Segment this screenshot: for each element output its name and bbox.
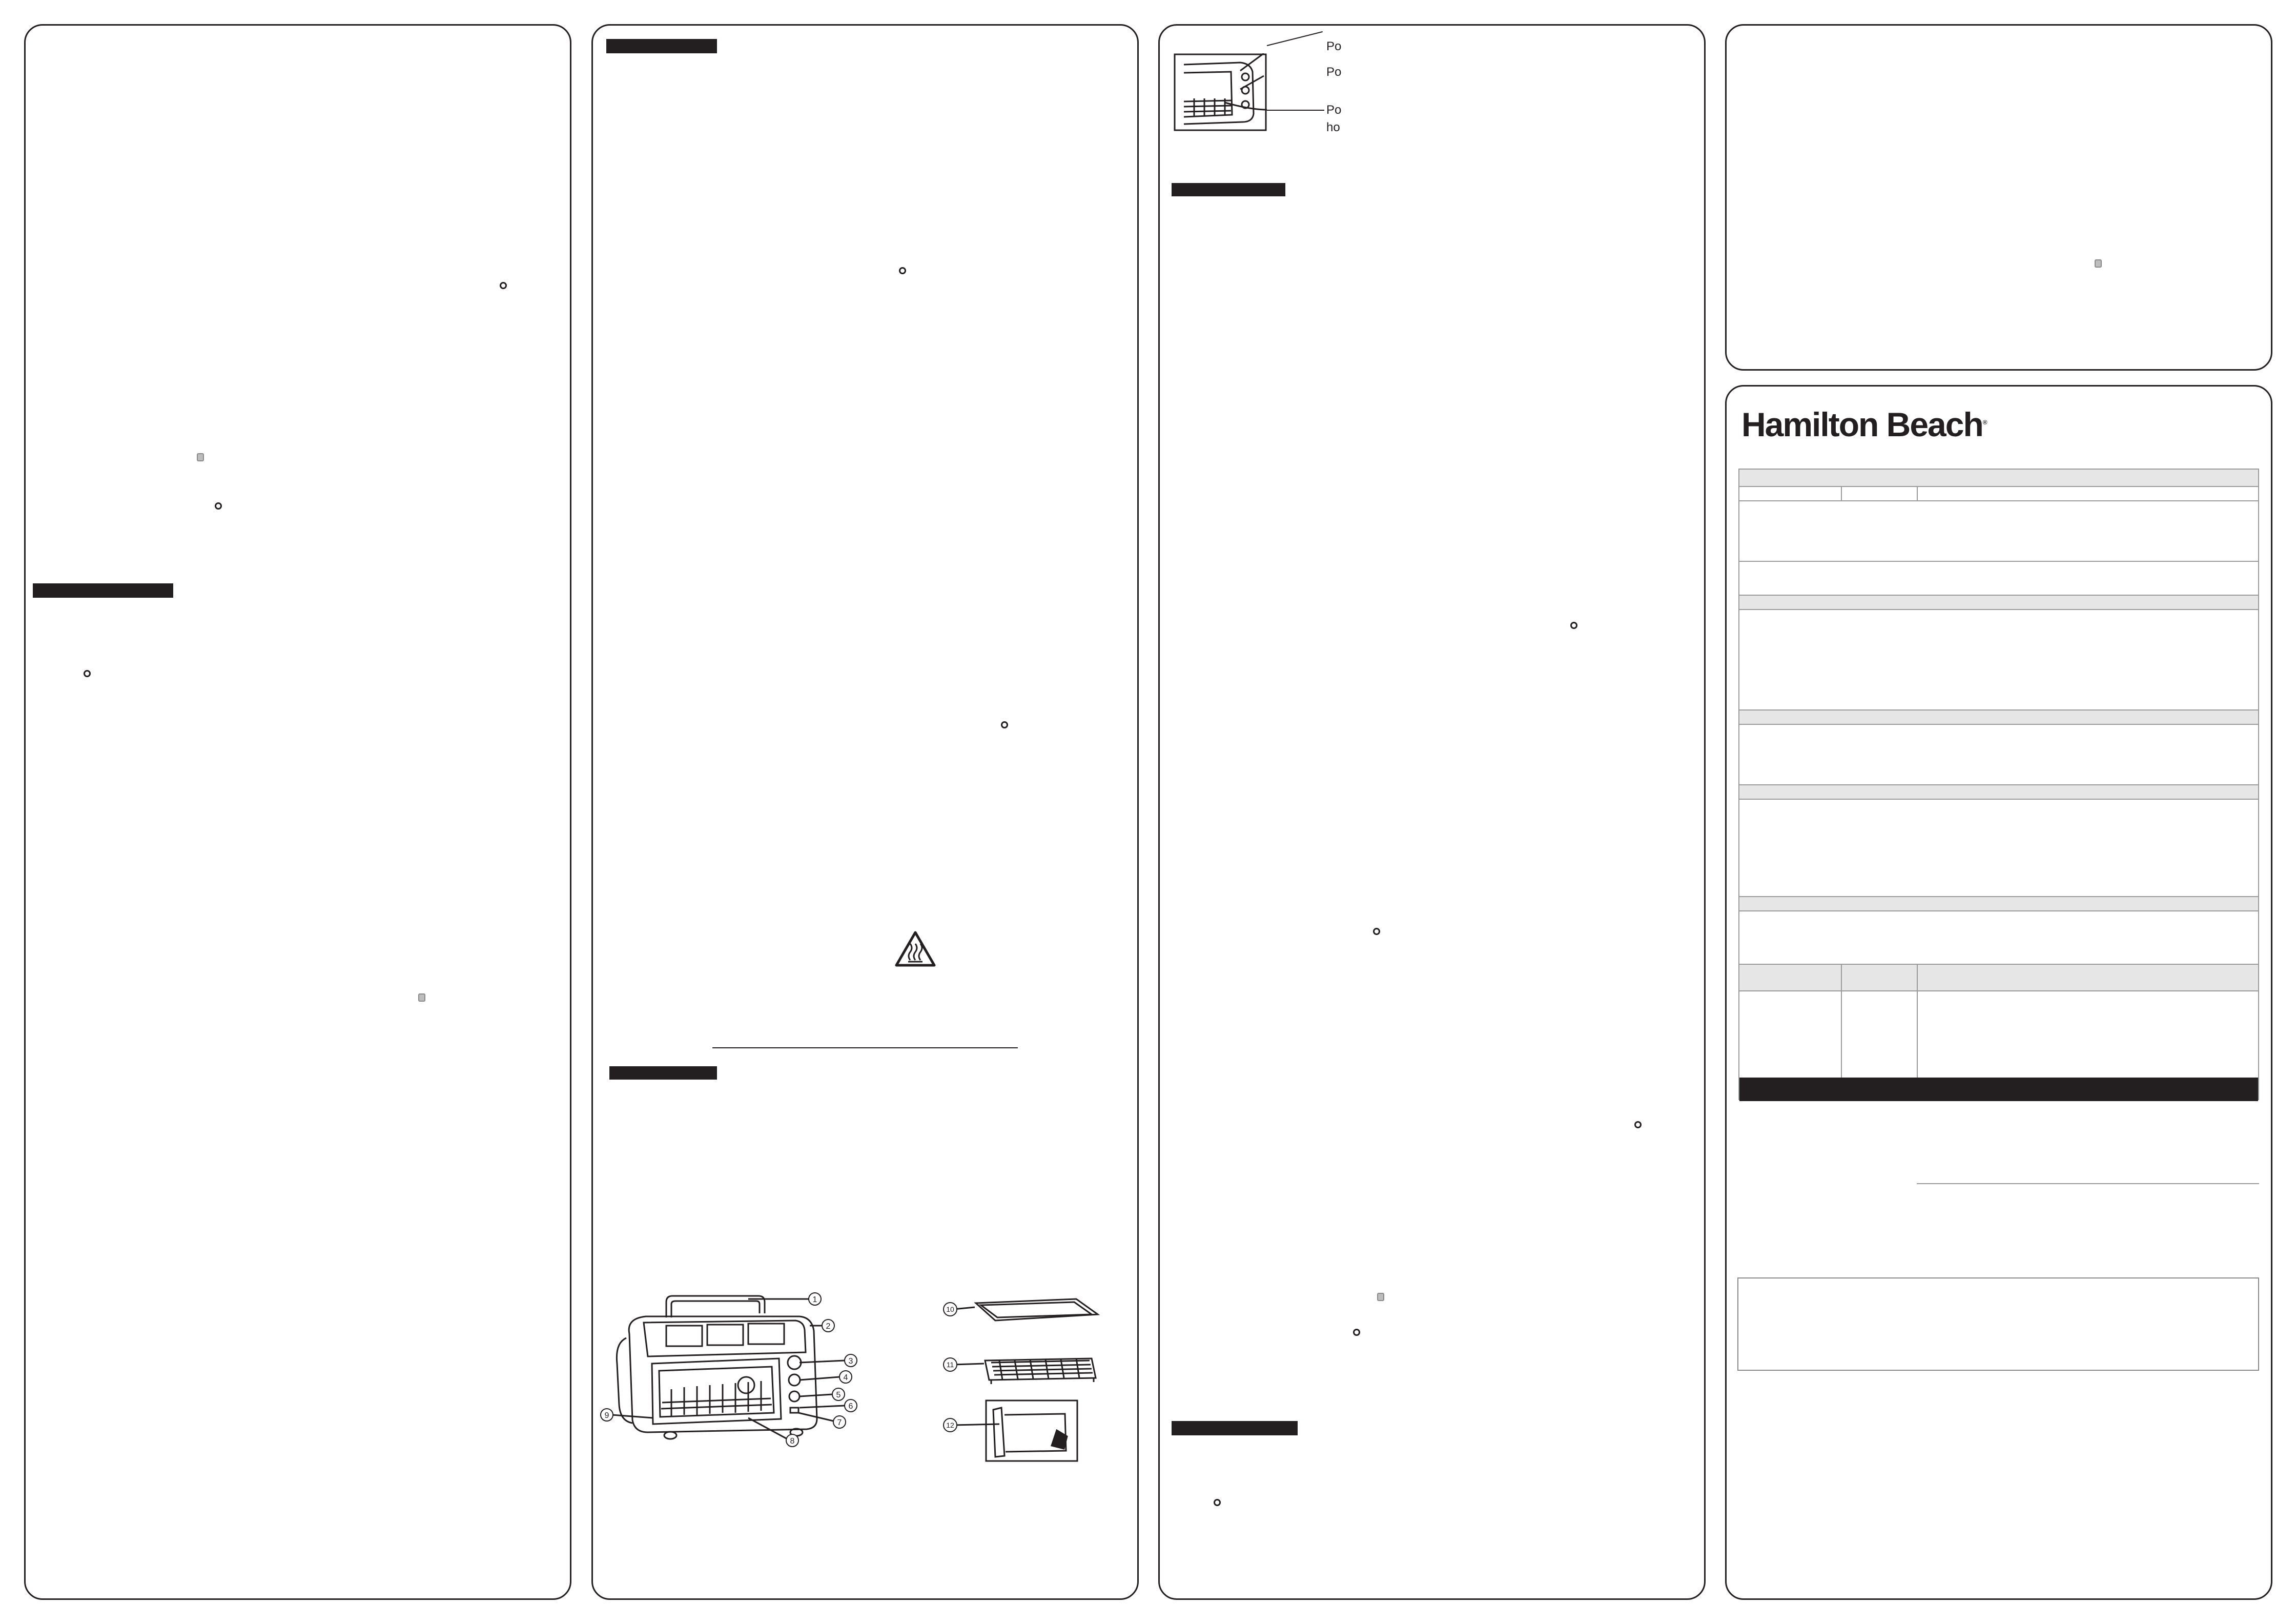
table-row [1739,784,2258,799]
table-footer-bar [1739,1078,2258,1101]
part-number-label: 1 [812,1295,817,1304]
table-row [1739,486,2258,500]
section-divider [712,1047,1018,1048]
part-number-label: 6 [848,1402,853,1411]
table-row [1739,910,2258,964]
section-header-bar [609,1066,717,1080]
part-number-label: 7 [837,1418,842,1427]
part-number-label: 2 [826,1322,831,1331]
column-divider [1841,964,1842,1078]
logo-text: Hamilton Beach [1741,405,1983,443]
table-row [1739,799,2258,896]
table-row [1739,609,2258,709]
degree-symbol [1001,721,1008,728]
degree-symbol [1353,1329,1360,1336]
notice-box [1737,1277,2259,1371]
degree-symbol [1634,1121,1642,1128]
section-header-bar [1172,1421,1298,1435]
column-divider [1917,486,1918,500]
degree-symbol [1570,622,1577,629]
column-divider [1917,964,1918,1078]
table-row [1739,724,2258,784]
table-row [1739,561,2258,595]
callout-line [1267,110,1324,111]
table-row [1739,709,2258,724]
column-divider [1841,486,1842,500]
section-header-bar [33,583,173,598]
table-row [1739,896,2258,910]
callout-label-2: Po [1326,65,1342,79]
hot-surface-warning-icon [894,930,936,967]
page-panel-3 [1158,24,1706,1600]
section-header-bar [1172,183,1285,196]
degree-symbol [1214,1499,1221,1506]
callout-label-1: Po [1326,39,1342,53]
part-number-label: 4 [843,1373,848,1382]
part-number-label: 11 [946,1361,954,1369]
part-number-label: 12 [946,1421,954,1429]
degree-symbol [1373,928,1380,935]
degree-symbol [84,670,91,677]
toaster-oven-parts-diagram [594,1287,871,1456]
table-row [1739,500,2258,561]
degree-symbol [215,502,222,510]
page-panel-4-top [1725,24,2272,371]
rack-position-diagram [1174,53,1267,131]
part-number-label: 9 [604,1411,609,1420]
table-row [1739,595,2258,609]
part-number-label: 5 [836,1391,841,1399]
page-panel-1 [24,24,571,1600]
small-square-glyph [197,453,204,461]
table-row [1739,990,2258,1088]
degree-symbol [899,267,906,274]
small-square-glyph [2095,259,2102,268]
small-square-glyph [1377,1293,1384,1301]
signature-line [1917,1183,2259,1184]
degree-symbol [500,282,507,289]
table-row [1739,964,2258,990]
callout-label-3b: ho [1326,120,1340,134]
part-number-label: 3 [848,1357,853,1366]
warranty-table [1738,469,2259,1100]
callout-label-3a: Po [1326,103,1342,117]
part-number-label: 8 [790,1437,795,1446]
accessories-diagram [938,1292,1107,1466]
table-row [1739,470,2258,486]
trademark-symbol: ® [1982,419,1987,426]
section-header-bar [606,39,717,53]
part-number-label: 10 [946,1305,954,1313]
small-square-glyph [418,993,425,1002]
hamilton-beach-logo [1741,405,1987,444]
